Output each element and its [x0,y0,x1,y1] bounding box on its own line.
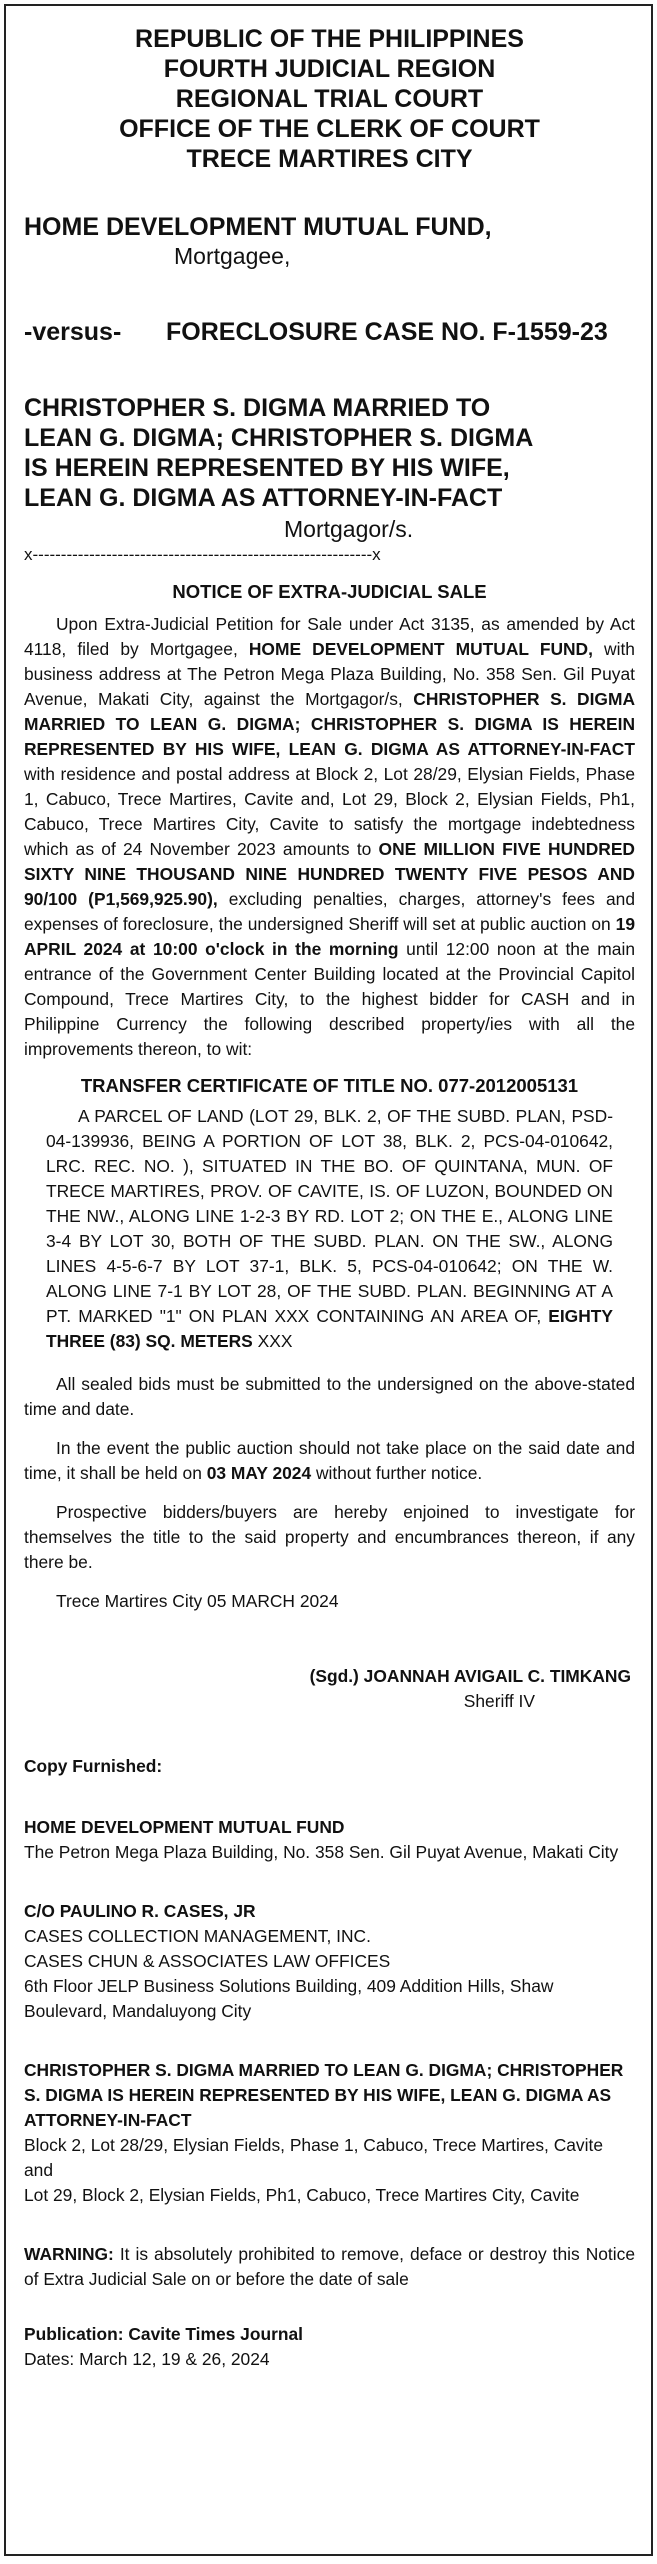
mortgagor-line: IS HEREIN REPRESENTED BY HIS WIFE, [24,454,510,482]
text-run: with residence and postal address at Block 2, Lot 28/29, Elysian Fields, Phase 1, Cabuco, Trece Martires, Cavite and, Lot 29, Block 2, Elysian Fields, Ph1, Cabuco, Trece Martires City, Cavite to satisfy the mortgage indebtedness which as of 24 November 2023 amounts to [24,764,635,859]
text-run: XXX [252,1331,293,1351]
publication-label: Publication: Cavite Times Journal [24,2324,303,2344]
text-run: excluding penalties, charges, attorney's fees and expenses of foreclosure, the undersigned Sheriff will set at public auction on [24,889,635,934]
place-date: Trece Martires City 05 MARCH 2024 [56,1591,339,1611]
notice-paragraph-2: All sealed bids must be submitted to the undersigned on the above-stated time and date. [24,1374,635,1419]
header-line: TRECE MARTIRES CITY [186,145,473,173]
mortgagor-line: CHRISTOPHER S. DIGMA MARRIED TO [24,394,491,422]
warning-text: It is absolutely prohibited to remove, deface or destroy this Notice of Extra Judicial Sale on or before the date of sale [24,2244,635,2289]
text-run-bold: EIGHTY THREE (83) SQ. METERS [46,1306,613,1351]
entry-name: HOME DEVELOPMENT MUTUAL FUND [24,1817,345,1837]
text-run: with business address at The Petron Mega Plaza Building, No. 358 Sen. Gil Puyat Avenue, Makati City, against the Mortgagor/s, [24,639,635,709]
entry-name: CHRISTOPHER S. DIGMA MARRIED TO LEAN G. DIGMA; CHRISTOPHER S. DIGMA IS HEREIN REPRESENTED BY HIS WIFE, LEAN G. DIGMA AS ATTORNEY-IN-FACT [24,2060,624,2130]
text-run: Upon Extra-Judicial Petition for Sale under Act 3135, as amended by Act 4118, filed by Mortgagee, [24,614,635,659]
text-run: A PARCEL OF LAND (LOT 29, BLK. 2, OF THE SUBD. PLAN, PSD-04-139936, BEING A PORTION OF LOT 38, BLK. 2, PCS-04-010642, LRC. REC. NO. ), SITUATED IN THE BO. OF QUINTANA, MUN. OF TRECE MARTIRES, PROV. OF CAVITE, IS. OF LUZON, BOUNDED ON THE NW., ALONG LINE 1-2-3 BY RD. LOT 2; ON THE E., ALONG LINE 3-4 BY LOT 30, BOTH OF THE SUBD. PLAN. ON THE SW., ALONG LINES 4-5-6-7 BY LOT 37-1, BLK. 5, PCS-04-010642; ON THE W. ALONG LINE 7-1 BY LOT 28, OF THE SUBD. PLAN. BEGINNING AT A PT. MARKED "1" ON PLAN XXX CONTAINING AN AREA OF, [46,1106,613,1326]
text-run-bold: 19 APRIL 2024 at 10:00 o'clock in the morning [24,914,635,959]
mortgagor-line: LEAN G. DIGMA; CHRISTOPHER S. DIGMA [24,424,534,452]
header-line: REGIONAL TRIAL COURT [175,85,484,113]
text-run-bold: CHRISTOPHER S. DIGMA MARRIED TO LEAN G. DIGMA; CHRISTOPHER S. DIGMA IS HEREIN REPRESENTED BY HIS WIFE, LEAN G. DIGMA AS ATTORNEY-IN-FACT [24,689,635,759]
entry-line: Block 2, Lot 28/29, Elysian Fields, Phase 1, Cabuco, Trece Martires, Cavite and [24,2135,603,2180]
text-run: until 12:00 noon at the main entrance of the Government Center Building located at the Provincial Capitol Compound, Trece Martires City, to the highest bidder for CASH and in Philippine Currency the following described property/ies with all the improvements thereon, to wit: [24,939,635,1059]
entry-name: C/O PAULINO R. CASES, JR [24,1901,256,1921]
mortgagor-line: LEAN G. DIGMA AS ATTORNEY-IN-FACT [24,484,503,512]
warning-label: WARNING: [24,2244,114,2264]
signature-block [24,1664,635,1714]
text-run: In the event the public auction should not take place on the said date and time, it shall be held on [24,1438,635,1483]
entry-line: CASES COLLECTION MANAGEMENT, INC. [24,1926,371,1946]
copy-furnished-label: Copy Furnished: [24,1756,163,1776]
mortgagee-name: HOME DEVELOPMENT MUTUAL FUND, [24,213,492,241]
notice-paragraph-4: Prospective bidders/buyers are hereby enjoined to investigate for themselves the title to the said property and encumbrances thereon, if any there be. [24,1502,635,1572]
warning-notice [24,2242,635,2292]
copy-furnished-entry [24,1899,635,2024]
entry-line: CASES CHUN & ASSOCIATES LAW OFFICES [24,1951,391,1971]
text-run: without further notice. [311,1463,483,1483]
header-line: REPUBLIC OF THE PHILIPPINES [135,25,524,53]
copy-furnished-entry [24,2058,635,2208]
versus-row [24,317,635,347]
notice-paragraph-1 [24,612,635,1062]
mortgagee-role: Mortgagee, [174,243,291,269]
entry-line: Lot 29, Block 2, Elysian Fields, Ph1, Cabuco, Trece Martires City, Cavite [24,2185,580,2205]
text-run-bold: ONE MILLION FIVE HUNDRED SIXTY NINE THOUSAND NINE HUNDRED TWENTY FIVE PESOS AND 90/100 (P1,569,925.90), [24,839,635,909]
parcel-description [24,1104,635,1354]
notice-paragraph-3 [24,1436,635,1486]
entry-line: 6th Floor JELP Business Solutions Building, 409 Addition Hills, Shaw Boulevard, Mandaluyong City [24,1976,554,2021]
publication-block [24,2322,635,2372]
mortgagee-block [24,212,635,271]
notice-title: NOTICE OF EXTRA-JUDICIAL SALE [172,581,487,602]
sheriff-title: Sheriff IV [463,1691,535,1711]
mortgagor-role: Mortgagor/s. [284,516,414,542]
notice-page [4,4,653,2556]
copy-furnished-entry [24,1815,635,1865]
mortgagor-block [24,393,635,544]
header-line: FOURTH JUDICIAL REGION [163,55,496,83]
versus-label: -versus- [24,318,122,346]
court-header [24,24,635,174]
text-run-bold: HOME DEVELOPMENT MUTUAL FUND, [248,639,593,659]
tct-title: TRANSFER CERTIFICATE OF TITLE NO. 077-2012005131 [80,1075,579,1096]
caption-divider: x------------------------------------------------------------x [24,545,381,564]
publication-dates: Dates: March 12, 19 & 26, 2024 [24,2349,270,2369]
text-run-bold: 03 MAY 2024 [206,1463,312,1483]
sheriff-name: (Sgd.) JOANNAH AVIGAIL C. TIMKANG [309,1666,631,1686]
entry-line: The Petron Mega Plaza Building, No. 358 Sen. Gil Puyat Avenue, Makati City [24,1842,619,1862]
case-number: FORECLOSURE CASE NO. F-1559-23 [166,318,608,346]
header-line: OFFICE OF THE CLERK OF COURT [119,115,540,143]
